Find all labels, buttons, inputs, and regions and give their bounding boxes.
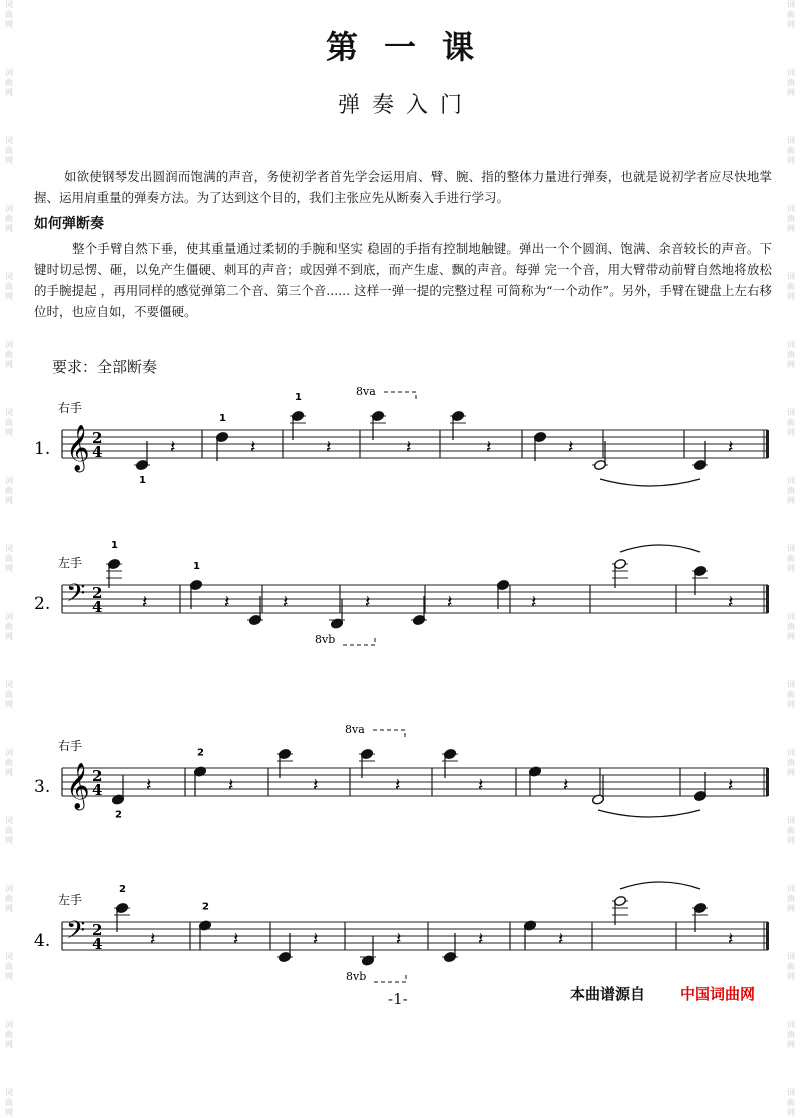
time-signature-bottom: 4: [92, 935, 103, 953]
quarter-rest: 𝄽: [568, 437, 574, 458]
treble-clef: 𝄞: [66, 425, 90, 471]
watermark-text: 词 曲 网: [787, 408, 795, 437]
watermark-text: 词 曲 网: [5, 1088, 13, 1117]
tie: [620, 545, 700, 552]
quarter-rest: 𝄽: [142, 592, 148, 613]
tie: [598, 810, 700, 817]
watermark-text: 词 曲 网: [5, 952, 13, 981]
final-barline-thick: [766, 768, 769, 796]
quarter-rest: 𝄽: [728, 775, 734, 796]
hand-label: 左手: [58, 556, 83, 570]
watermark-text: 词 曲 网: [5, 816, 13, 845]
quarter-rest: 𝄽: [228, 775, 234, 796]
watermark-text: 词 曲 网: [787, 884, 795, 913]
quarter-rest: 𝄽: [531, 592, 537, 613]
quarter-rest: 𝄽: [486, 437, 492, 458]
watermark-text: 词 曲 网: [787, 476, 795, 505]
watermark-text: 词 曲 网: [5, 68, 13, 97]
hand-label: 右手: [58, 401, 83, 415]
ottava-marking: 8va: [345, 723, 365, 736]
time-signature-top: 2: [92, 767, 103, 785]
fingering-number: 1: [193, 561, 200, 572]
watermark-text: 词 曲 网: [5, 680, 13, 709]
bass-clef: 𝄢: [66, 579, 86, 614]
quarter-rest: 𝄽: [365, 592, 371, 613]
exercise-number: 1.: [34, 439, 51, 459]
watermark-text: 词 曲 网: [5, 476, 13, 505]
ottava-marking: 8va: [356, 385, 376, 398]
time-signature-top: 2: [92, 921, 103, 939]
quarter-rest: 𝄽: [728, 437, 734, 458]
watermark-text: 词 曲 网: [5, 748, 13, 777]
watermark-text: 词 曲 网: [5, 0, 13, 29]
quarter-rest: 𝄽: [170, 437, 176, 458]
body-paragraph: 整个手臂自然下垂，使其重量通过柔韧的手腕和坚实 稳固的手指有控制地触键。弹出一个个圆润、饱满、余音较长的声音。下键时切忌愣、砸，以免产生僵硬、刺耳的声音；或因弹不到底，而产生虚、飘的声音。每弹 完一个音，用大臂带动前臂自然地将放松的手腕提起 ，再用同样的感觉弹第二个音、第三个音...... 这样一弹一提的完整过程 可简称为“一个动作”。另外，手臂在键盘上左右移位时，也应自如，不要僵硬。: [34, 241, 772, 319]
watermark-text: 词 曲 网: [5, 612, 13, 641]
quarter-rest: 𝄽: [326, 437, 332, 458]
fingering-number: 1: [139, 475, 146, 486]
final-barline-thick: [766, 922, 769, 950]
intro-paragraph: 如欲使钢琴发出圆润而饱满的声音，务使初学者首先学会运用肩、臂、腕、指的整体力量进行弹奏，也就是说初学者应尽快地掌握、运用肩重量的弹奏方法。为了达到这个目的，我们主张应先从断奏入手进行学习。: [34, 169, 772, 205]
final-barline-thick: [766, 585, 769, 613]
hand-label: 右手: [58, 739, 83, 753]
section-heading: 如何弹断奏: [34, 216, 104, 232]
watermark-text: 词 曲 网: [787, 0, 795, 29]
fingering-number: 2: [115, 809, 122, 821]
lesson-subtitle: 弹奏入门: [337, 93, 474, 118]
exercise-number: 2.: [34, 594, 51, 614]
time-signature-top: 2: [92, 584, 103, 602]
watermark-text: 词 曲 网: [787, 544, 795, 573]
ottava-bracket: [373, 730, 405, 737]
quarter-rest: 𝄽: [224, 592, 230, 613]
watermark-text: 词 曲 网: [5, 272, 13, 301]
fingering-number: 1: [111, 540, 118, 551]
quarter-rest: 𝄽: [313, 929, 319, 950]
watermark-text: 词 曲 网: [787, 748, 795, 777]
final-barline-thick: [766, 430, 769, 458]
quarter-rest: 𝄽: [396, 929, 402, 950]
ottava-bracket: [374, 975, 406, 982]
quarter-rest: 𝄽: [150, 929, 156, 950]
watermark-text: 词 曲 网: [787, 952, 795, 981]
watermark-text: 词 曲 网: [787, 204, 795, 233]
quarter-rest: 𝄽: [406, 437, 412, 458]
watermark-text: 词 曲 网: [5, 136, 13, 165]
watermark-text: 词 曲 网: [787, 272, 795, 301]
time-signature-bottom: 4: [92, 443, 103, 461]
treble-clef: 𝄞: [66, 763, 90, 809]
watermark-text: 词 曲 网: [5, 408, 13, 437]
quarter-rest: 𝄽: [313, 775, 319, 796]
watermark-text: 词 曲 网: [787, 136, 795, 165]
time-signature-bottom: 4: [92, 781, 103, 799]
watermark-text: 词 曲 网: [787, 1020, 795, 1049]
watermark-text: 词 曲 网: [5, 340, 13, 369]
ottava-bracket: [343, 638, 375, 645]
fingering-number: 2: [119, 884, 126, 895]
footer-site-name: 中国词曲网: [680, 985, 756, 1003]
fingering-number: 2: [202, 901, 209, 913]
exercise-number: 3.: [34, 777, 51, 797]
watermark-text: 词 曲 网: [5, 1020, 13, 1049]
tie: [600, 479, 700, 486]
watermark-text: 词 曲 网: [5, 204, 13, 233]
quarter-rest: 𝄽: [558, 929, 564, 950]
quarter-rest: 𝄽: [233, 929, 239, 950]
hand-label: 左手: [58, 893, 83, 907]
requirement-text: 要求：全部断奏: [52, 358, 158, 376]
watermark-text: 词 曲 网: [787, 68, 795, 97]
quarter-rest: 𝄽: [563, 775, 569, 796]
lesson-title: 第一课: [325, 28, 500, 66]
watermark-text: 词 曲 网: [787, 340, 795, 369]
ottava-marking: 8vb: [346, 970, 367, 983]
watermark-text: 词 曲 网: [787, 816, 795, 845]
bass-clef: 𝄢: [66, 916, 86, 951]
quarter-rest: 𝄽: [728, 929, 734, 950]
page-number: -1-: [388, 990, 408, 1008]
quarter-rest: 𝄽: [478, 929, 484, 950]
time-signature-bottom: 4: [92, 598, 103, 616]
quarter-rest: 𝄽: [478, 775, 484, 796]
time-signature-top: 2: [92, 429, 103, 447]
quarter-rest: 𝄽: [447, 592, 453, 613]
fingering-number: 2: [197, 747, 204, 759]
ottava-marking: 8vb: [315, 633, 336, 646]
watermark-text: 词 曲 网: [787, 680, 795, 709]
footer-source: 本曲谱源自: [570, 985, 646, 1003]
quarter-rest: 𝄽: [283, 592, 289, 613]
tie: [620, 882, 700, 889]
exercise-number: 4.: [34, 931, 51, 951]
watermark-text: 词 曲 网: [5, 884, 13, 913]
watermark-text: 词 曲 网: [787, 1088, 795, 1117]
watermark-text: 词 曲 网: [787, 612, 795, 641]
quarter-rest: 𝄽: [728, 592, 734, 613]
quarter-rest: 𝄽: [395, 775, 401, 796]
ottava-bracket: [384, 392, 416, 399]
watermark-text: 词 曲 网: [5, 544, 13, 573]
quarter-rest: 𝄽: [250, 437, 256, 458]
fingering-number: 1: [219, 413, 226, 424]
fingering-number: 1: [295, 392, 302, 403]
quarter-rest: 𝄽: [146, 775, 152, 796]
